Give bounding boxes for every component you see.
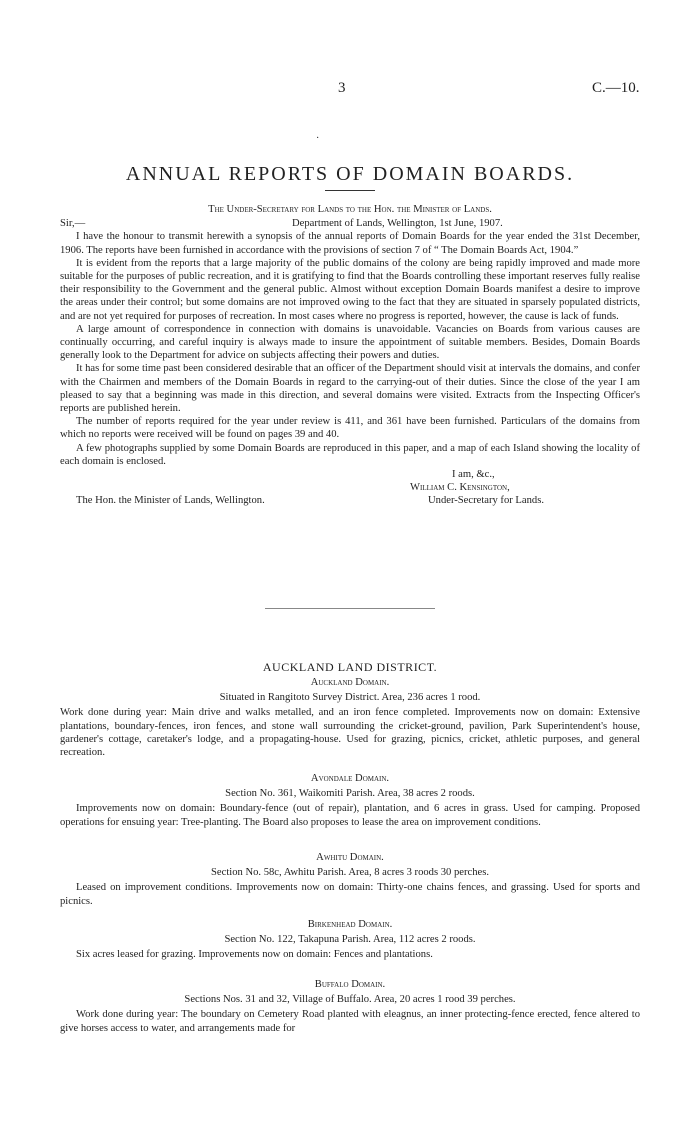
section-divider — [265, 608, 435, 609]
domain-body: Leased on improvement conditions. Improvements now on domain: Thirty-one chains fences, and grassing. Used for sports and picnics. — [60, 882, 640, 907]
domain-location: Situated in Rangitoto Survey District. Area, 236 acres 1 rood. — [219, 692, 481, 704]
domain-body: Work done during year: Main drive and walks metalled, and an iron fence completed. Improvements now on domain: Extensive plantations, boundary-fences, iron fences, and stone wall surrounding the cricket-ground, pavilion, Park Superintendent's house, gardener's cottage, caretaker's lodge, and a propagating-house. Used for grazing, picnics, cricket, athletic purposes, and general recreation. — [60, 707, 640, 759]
domain-entry-birkenhead — [60, 918, 640, 962]
letter-paragraph: A large amount of correspondence in connection with domains is unavoidable. Vacancies on Boards from various causes are continually occurring, and careful inquiry is always made to insure the appointment of suitable members. Besides, Domain Boards generally look to the Department for advice on subjects affecting their powers and duties. — [60, 323, 640, 362]
domain-location: Section No. 122, Takapuna Parish. Area, 112 acres 2 roods. — [224, 934, 476, 946]
domain-name: Auckland Domain. — [310, 677, 390, 688]
domain-body: Work done during year: The boundary on Cemetery Road planted with eleagnus, an inner protecting-fence erected, fence altered to give horses access to water, and arrangements made for — [60, 1009, 640, 1034]
letter-paragraph: A few photographs supplied by some Domain Boards are reproduced in this paper, and a map of each Island showing the locality of each domain is enclosed. — [60, 442, 640, 467]
domain-entry-buffalo — [60, 978, 640, 1035]
document-reference: C.—10. — [592, 80, 640, 96]
decorative-dot: · — [316, 133, 320, 144]
letter-paragraph: The number of reports required for the year under review is 411, and 361 have been furnished. Particulars of the domains from which no reports were received will be found on pages 39 and 40. — [60, 416, 640, 441]
domain-location: Sections Nos. 31 and 32, Village of Buffalo. Area, 20 acres 1 rood 39 perches. — [184, 994, 516, 1006]
domain-body: Six acres leased for grazing. Improvements now on domain: Fences and plantations. — [76, 949, 433, 961]
letter-salutation: Sir,— — [60, 218, 86, 230]
letter-paragraph: I have the honour to transmit herewith a synopsis of the annual reports of Domain Boards for the year ended the 31st December, 1906. The reports have been furnished in accordance with the provisions of section 7 of “ The Domain Boards Act, 1904.” — [60, 231, 640, 256]
cover-letter — [60, 203, 640, 508]
domain-name: Awhitu Domain. — [316, 852, 384, 863]
letter-addressee: The Hon. the Minister of Lands, Wellington. — [76, 495, 265, 507]
domain-location: Section No. 58c, Awhitu Parish. Area, 8 acres 3 roods 30 perches. — [211, 867, 489, 879]
domain-name: Buffalo Domain. — [314, 979, 386, 990]
letter-signatory: William C. Kensington, — [410, 482, 510, 494]
page-number: 3 — [338, 80, 346, 96]
domain-name: Birkenhead Domain. — [307, 919, 393, 930]
letter-paragraph: It is evident from the reports that a large majority of the public domains of the colony are being rapidly improved and made more suitable for the purposes of public recreation, and it is gratifying to find that the Boards controlling these important reserves fully realise their responsibility to the Government and the general public. Almost without exception Domain Boards manifest a desire to improve the areas under their control; but some domains are not improved owing to the fact that they are situated in sparsely populated districts, and are not yet required for purposes of recreation. In most cases where no progress is reported, however, the cause is lack of funds. — [60, 257, 640, 322]
domain-entry-avondale — [60, 772, 640, 829]
domain-location: Section No. 361, Waikomiti Parish. Area, 38 acres 2 roods. — [225, 788, 475, 800]
letter-heading: The Under-Secretary for Lands to the Hon. the Minister of Lands. — [208, 204, 492, 215]
letter-place-date: Department of Lands, Wellington, 1st June, 1907. — [292, 218, 503, 230]
letter-signatory-title: Under-Secretary for Lands. — [428, 495, 544, 507]
letter-paragraph: It has for some time past been considered desirable that an officer of the Department should visit at intervals the domains, and confer with the Chairmen and members of the Domain Boards in regard to the carrying-out of their duties. Since the close of the year I am pleased to say that a beginning was made in this direction, and several domains were visited. Extracts from the Inspecting Officer's reports are published herein. — [60, 363, 640, 415]
domain-entry-auckland — [60, 676, 640, 759]
domain-name: Avondale Domain. — [310, 773, 390, 784]
title-divider — [325, 190, 375, 191]
district-heading: AUCKLAND LAND DISTRICT. — [262, 660, 438, 674]
page-title: ANNUAL REPORTS OF DOMAIN BOARDS. — [125, 163, 575, 185]
domain-entry-awhitu — [60, 851, 640, 908]
domain-body: Improvements now on domain: Boundary-fence (out of repair), plantation, and 6 acres in grass. Used for camping. Proposed operations for ensuing year: Tree-planting. The Board also proposes to lease the area on improvement conditions. — [60, 803, 640, 828]
letter-closing: I am, &c., — [452, 469, 495, 481]
